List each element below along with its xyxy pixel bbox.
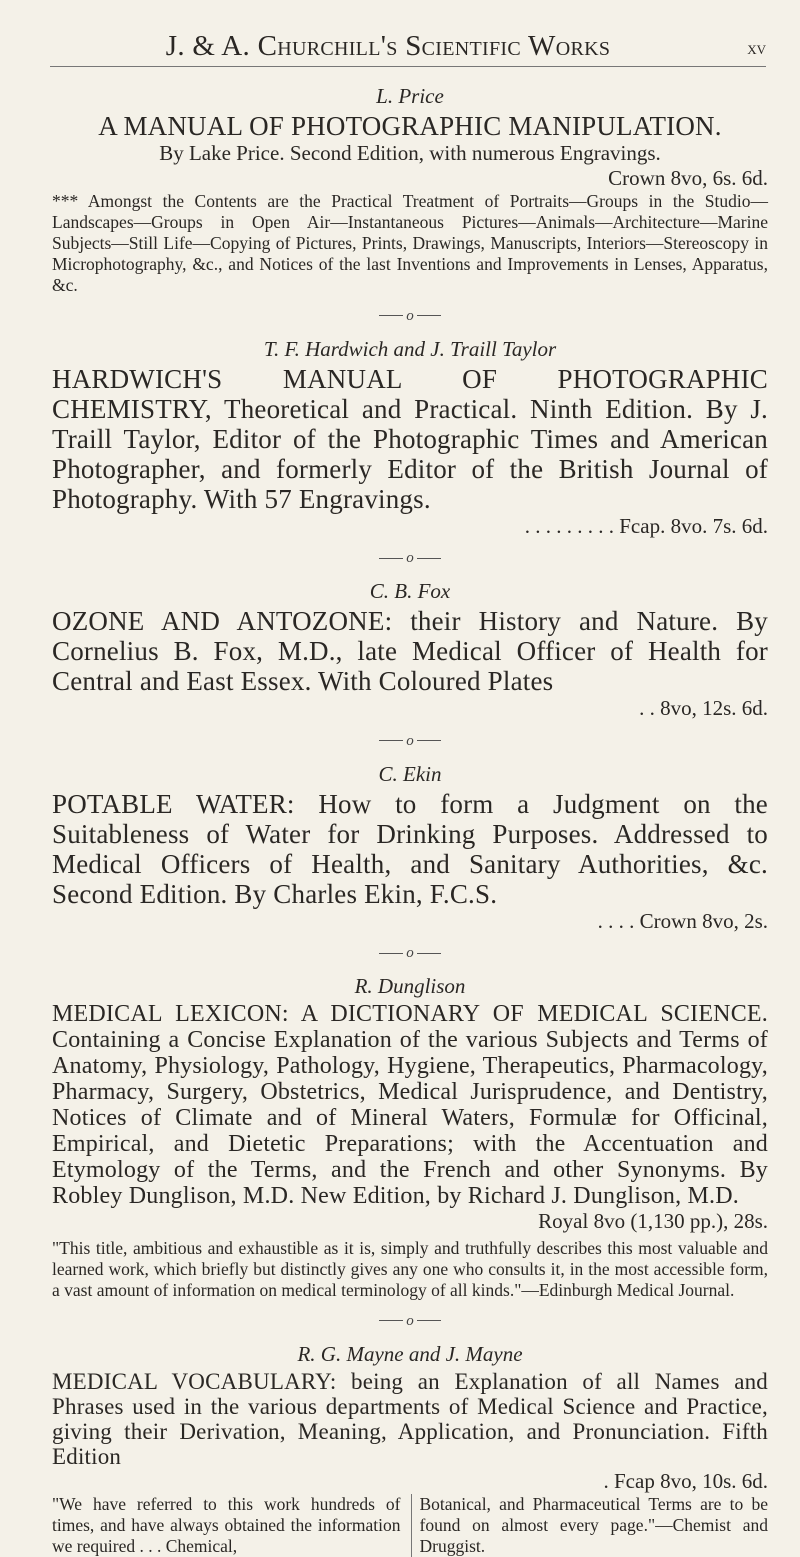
catalogue-entry-hardwich xyxy=(52,337,768,539)
entry-author: R. G. Mayne and J. Mayne xyxy=(297,1341,523,1366)
review-right-column: Botanical, and Pharmaceutical Terms are to be found on almost every page."—Chemist and Druggist. xyxy=(411,1494,769,1557)
entry-title: HARDWICH'S MANUAL OF PHOTOGRAPHIC CHEMISTRY, Theoretical and Practical. Ninth Edition. By J. Traill Taylor, Editor of the Photographic Times and American Photographer, and formerly Editor of the British Journal of Photography. With 57 Engravings. xyxy=(52,363,768,514)
entry-contents: *** Amongst the Contents are the Practical Treatment of Portraits—Groups in the Studio—Landscapes—Groups in Open Air—Instantaneous Pictures—Animals—Architecture—Marine Subjects—Still Life—Copying of Pictures, Prints, Drawings, Manuscripts, Interiors—Stereoscopy in Microphotography, &c., and Notices of the last Inventions and Improvements in Lenses, Apparatus, &c. xyxy=(52,191,768,295)
entry-title: OZONE AND ANTOZONE: their History and Nature. By Cornelius B. Fox, M.D., late Medical Officer of Health for Central and East Essex. With Coloured Plates xyxy=(52,606,768,697)
catalogue-entry-fox xyxy=(52,579,768,721)
separator: o xyxy=(52,1311,768,1330)
page-number: xv xyxy=(747,38,766,58)
separator: o xyxy=(52,944,768,963)
review-left-column: "We have referred to this work hundreds of times, and have always obtained the information we required . . . Chemical, xyxy=(52,1493,401,1556)
entry-author: L. Price xyxy=(376,84,444,108)
entry-byline: By Lake Price. Second Edition, with numerous Engravings. xyxy=(159,141,661,165)
entry-price: Crown 8vo, 6s. 6d. xyxy=(608,166,768,190)
publisher-header: J. & A. Churchill's Scientific Works xyxy=(165,30,611,62)
entry-author: C. Ekin xyxy=(378,761,442,786)
separator: o xyxy=(52,731,768,750)
entry-price: . . 8vo, 12s. 6d. xyxy=(639,696,768,721)
entry-author: T. F. Hardwich and J. Traill Taylor xyxy=(263,336,557,361)
entry-author: R. Dunglison xyxy=(354,974,466,999)
catalogue-entry-dunglison xyxy=(52,974,768,1301)
entry-price: . . . . . . . . . Fcap. 8vo. 7s. 6d. xyxy=(524,513,768,538)
catalogue-content xyxy=(52,84,768,1557)
entry-title: MEDICAL LEXICON: A DICTIONARY OF MEDICAL SCIENCE. Containing a Concise Explanation of the various Subjects and Terms of Anatomy, Physiology, Pathology, Hygiene, Therapeutics, Pharmacology, Pharmacy, Surgery, Obstetrics, Medical Jurisprudence, and Dentistry, Notices of Climate and of Mineral Waters, Formulæ for Officinal, Empirical, and Dietetic Preparations; with the Accentuation and Etymology of the Terms, and the French and other Synonyms. By Robley Dunglison, M.D. New Edition, by Richard J. Dunglison, M.D. xyxy=(52,1001,768,1210)
entry-price: Royal 8vo (1,130 pp.), 28s. xyxy=(538,1209,768,1234)
entry-review: "This title, ambitious and exhaustible as it is, simply and truthfully describes this most valuable and learned work, which briefly but distinctly gives any one who consults it, in the most accessible form, a vast amount of information on medical terminology of all kinds."—Edinburgh Medical Journal. xyxy=(52,1238,768,1301)
entry-price: . Fcap 8vo, 10s. 6d. xyxy=(603,1468,768,1493)
entry-title: POTABLE WATER: How to form a Judgment on the Suitableness of Water for Drinking Purposes. Addressed to Medical Officers of Health, and Sanitary Authorities, &c. Second Edition. By Charles Ekin, F.C.S. xyxy=(52,788,768,909)
entry-review xyxy=(52,1494,768,1557)
separator: o xyxy=(52,549,768,568)
entry-price: . . . . Crown 8vo, 2s. xyxy=(597,908,768,933)
running-head xyxy=(50,26,766,67)
catalogue-entry-ekin xyxy=(52,762,768,934)
entry-title: MEDICAL VOCABULARY: being an Explanation of all Names and Phrases used in the various departments of Medical Science and Practice, giving their Derivation, Meaning, Application, and Pronunciation. Fifth Edition xyxy=(52,1368,768,1469)
catalogue-entry-price xyxy=(52,84,768,296)
entry-title: A MANUAL OF PHOTOGRAPHIC MANIPULATION. xyxy=(98,111,722,141)
separator: o xyxy=(52,306,768,325)
catalogue-entry-mayne xyxy=(52,1342,768,1557)
entry-author: C. B. Fox xyxy=(369,579,451,604)
